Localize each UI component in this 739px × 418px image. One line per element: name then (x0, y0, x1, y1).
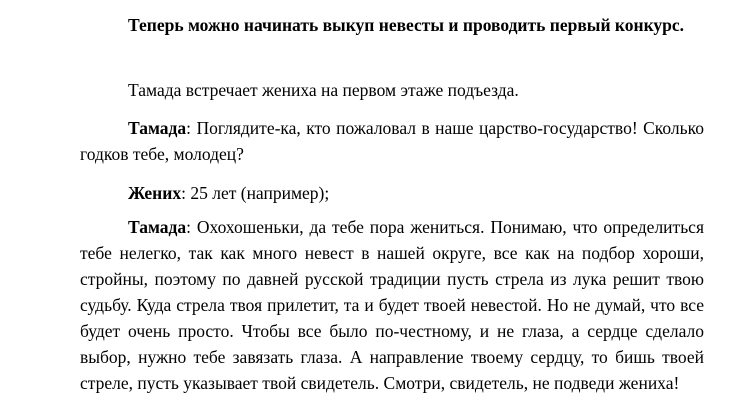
speech-text: : Поглядите-ка, кто пожаловал в наше царство-государство! Сколько годков тебе, молодец? (80, 118, 704, 164)
paragraph-tamada-greeting (80, 115, 704, 167)
speaker-name: Тамада (128, 217, 187, 237)
paragraph-heading: Теперь можно начинать выкуп невесты и проводить первый конкурс. (128, 15, 685, 35)
paragraph-stage-direction: Тамада встречает жениха на первом этаже подъезда. (128, 80, 519, 100)
speaker-name: Тамада (128, 118, 187, 138)
paragraph-tamada-speech (80, 214, 704, 396)
speaker-name: Жених (128, 183, 182, 203)
speech-text: : 25 лет (например); (181, 183, 330, 203)
speech-text: : Охохошеньки, да тебе пора жениться. Понимаю, что определиться тебе нелегко, так как много невест в нашей округе, все как на подбор хороши, стройны, поэтому по давней русской традиции пусть стрела из лука решит твою судьбу. Куда стрела твоя прилетит, та и будет твоей невестой. Но не думай, что все будет очень просто. Чтобы все было по-честному, и не глаза, а сердце сделало выбор, нужно тебе завязать глаза. А направление твоему сердцу, то бишь твоей стреле, пусть указывает твой свидетель. Смотри, свидетель, не подведи жениха! (80, 217, 704, 393)
paragraph-groom-reply (80, 180, 704, 206)
